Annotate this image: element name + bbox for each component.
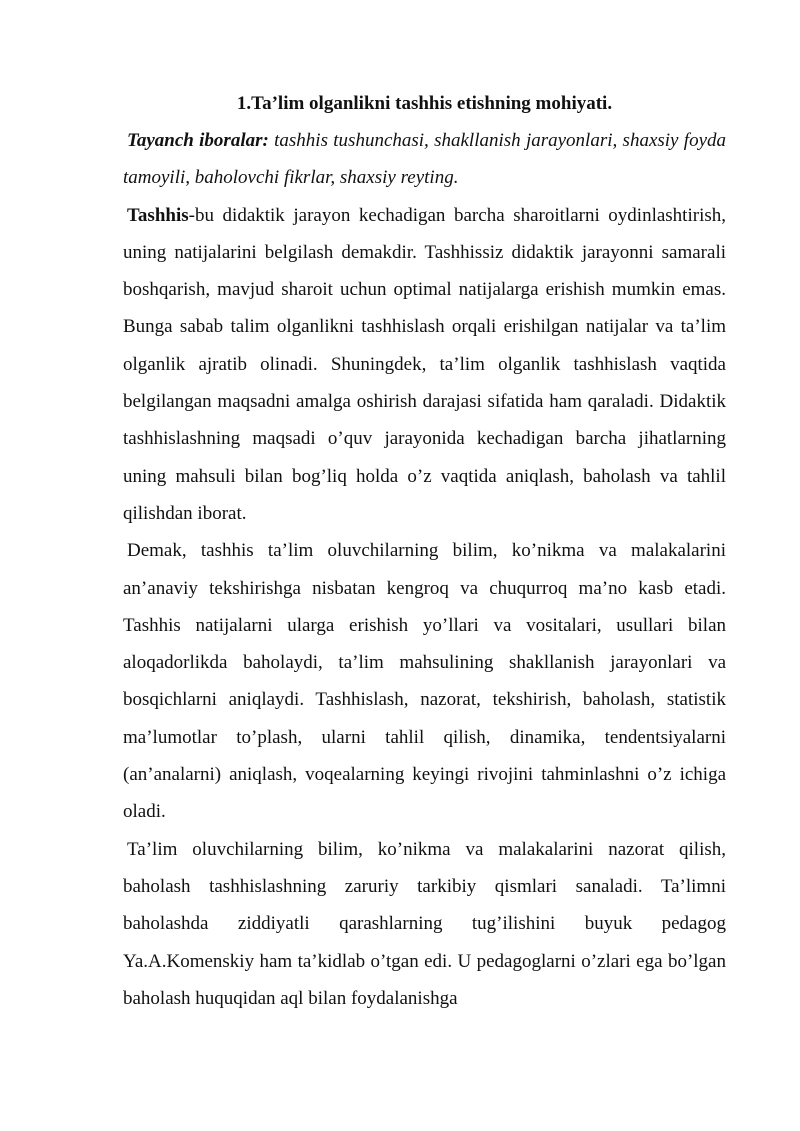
keywords-label: Tayanch iboralar: [127, 130, 269, 151]
definition-paragraph [123, 197, 726, 533]
keywords-text: tashhis tushunchasi, shakllanish jarayonlari, shaxsiy foyda tamoyili, baholovchi fikrlar, shaxsiy reyting. [123, 130, 726, 189]
document-title: 1.Ta’lim olganlikni tashhis etishning mohiyati. [236, 93, 613, 114]
body-paragraph-3: Ta’lim oluvchilarning bilim, ko’nikma va malakalarini nazorat qilish, baholash tashhislashning zaruriy tarkibiy qismlari sanaladi. Ta’limni baholashda ziddiyatli qarashlarning tug’ilishini buyuk pedagog Ya.A.Komenskiy ham ta’kidlab o’tgan edi. U pedagoglarni o’zlari ega bo’lgan baholash huquqidan aql bilan foydalanishga [123, 838, 726, 1009]
defined-term: Tashhis [127, 204, 189, 226]
body-paragraph-2: Demak, tashhis ta’lim oluvchilarning bilim, ko’nikma va malakalarini an’anaviy tekshirishga nisbatan kengroq va chuqurroq ma’no kasb etadi. Tashhis natijalarni ularga erishish yo’llari va vositalari, usullari bilan aloqadorlikda baholaydi, ta’lim mahsulining shakllanish jarayonlari va bosqichlarni aniqlaydi. Tashhislash, nazorat, tekshirish, baholash, statistik ma’lumotlar to’plash, ularni tahlil qilish, dinamika, tendentsiyalarni (an’analarni) aniqlash, voqealarning keyingi rivojini tahminlashni o’z ichiga oladi. [123, 540, 726, 823]
definition-text: -bu didaktik jarayon kechadigan barcha sharoitlarni oydinlashtirish, uning natijalarini belgilash demakdir. Tashhissiz didaktik jarayonni samarali boshqarish, mavjud sharoit uchun optimal natijalarga erishish mumkin emas. Bunga sabab talim olganlikni tashhislash orqali erishilgan natijalar va ta’lim olganlik ajratib olinadi. Shuningdek, ta’lim olganlik tashhislash vaqtida belgilangan maqsadni amalga oshirish darajasi sifatida ham qaraladi. Didaktik tashhislashning maqsadi o’quv jarayonida kechadigan barcha jihatlarning uning mahsuli bilan bog’liq holda o’z vaqtida aniqlash, baholash va tahlil qilishdan iborat. [123, 204, 726, 524]
document-body [123, 86, 726, 1017]
keywords-paragraph [123, 122, 726, 197]
